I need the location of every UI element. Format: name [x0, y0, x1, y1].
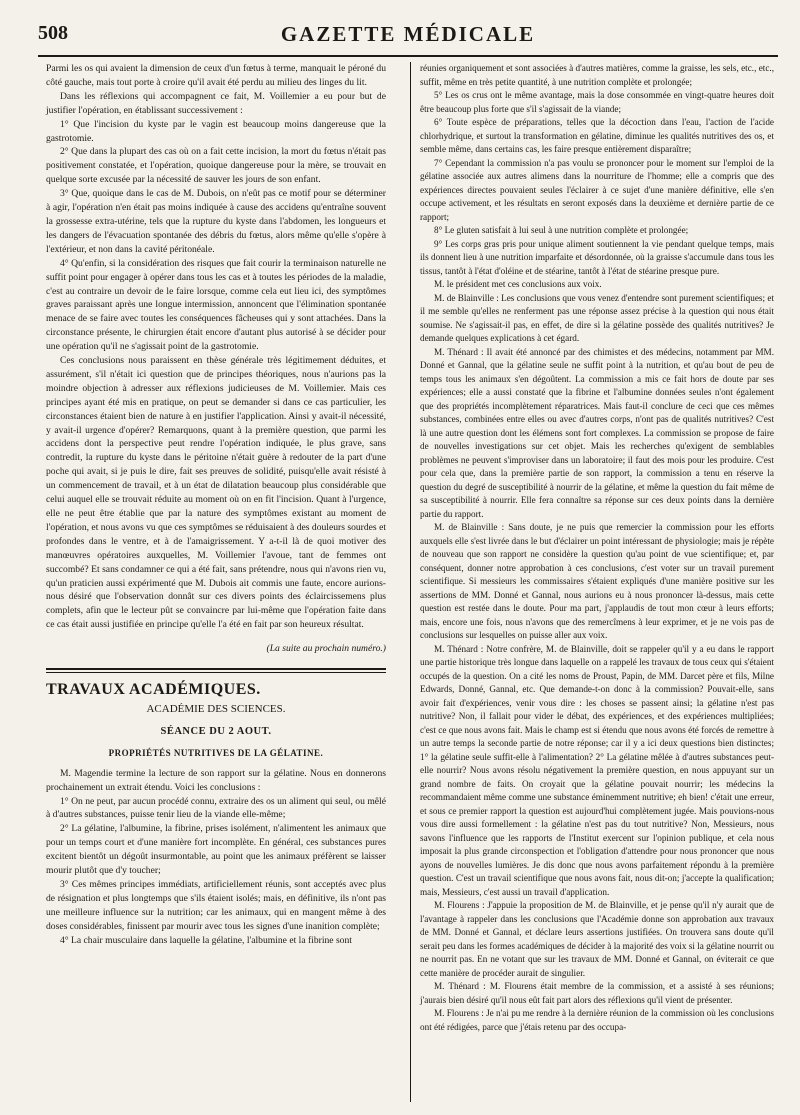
section-title: TRAVAUX ACADÉMIQUES.	[46, 681, 261, 699]
paragraph: 1° Que l'incision du kyste par le vagin est beaucoup moins dangereuse que la gastrotomie.	[46, 118, 386, 144]
journal-title: GAZETTE MÉDICALE	[280, 22, 536, 46]
paragraph: M. Thénard : M. Flourens était membre de la commission, et a assisté à ses réunions; j'aurais bien désiré qu'il nous eût fait part alors des réflexions qu'il vient de présenter.	[420, 981, 774, 1005]
paragraph: M. de Blainville : Les conclusions que vous venez d'entendre sont purement scientifiques; et il me semble qu'elles ne renferment pas une réponse assez précise à la question qui nous était soumise. Ne s'agissait-il pas, en effet, de dire si la gélatine possède des qualités nutritives? Je demande quelques explications à cet égard.	[420, 292, 774, 343]
paragraph: 4° La chair musculaire dans laquelle la gélatine, l'albumine et la fibrine sont	[60, 934, 352, 946]
paragraph: M. le président met ces conclusions aux voix.	[434, 279, 602, 289]
paragraph: réunies organiquement et sont associées à d'autres matières, comme la graisse, les sels, etc., etc., suffit, même en très petite quantité, à une nutrition complète et prolongée;	[420, 63, 774, 87]
paragraph: 5° Les os crus ont le même avantage, mais la dose consommée en vingt-quatre heures doit être beaucoup plus forte que s'il s'agissait de la viande;	[420, 90, 774, 114]
paragraph: Dans les réflexions qui accompagnent ce fait, M. Voillemier a eu pour but de justifier l'opération, en établissant successivement :	[46, 90, 386, 116]
paragraph: M. Thénard : Notre confrère, M. de Blainville, doit se rappeler qu'il y a eu dans le rapport une partie historique très longue dans laquelle on a rappelé les travaux de tous ceux qui s'étaient occupés de la question. On a cité les noms de Proust, Papin, de MM. Darcet père et fils, Milne Edwards, Donné, Gannal, etc. Que demande-t-on donc à la commission? Pouvait-elle, sans avoir fait d'expériences, venir vous dire : les choses se passent ainsi; la gélatine n'est pas nutritive? Non, il fallait pour vider le débat, des expériences, et des expériences multipliées; c'est ce que nous avons fait. Mais le champ est si étendu que nous avons été forcés de remettre à un autre temps la seconde partie de notre réponse; car il y a ici deux questions bien distinctes; 1° la gélatine seule suffit-elle à l'alimentation? 2° La gélatine mêlée à d'autres substances peut-elle nourrir? Nous avons résolu négativement la première question, en nous appuyant sur un grand nombre de faits. On croyait que la gélatine pouvait nourrir; les médecins la recommandaient même comme une substance éminemment nutritive; eh bien! c'était une erreur, et sous ce premier rapport la question est aujourd'hui complètement jugée. Mais pouvions-nous vous dire aussi formellement : la gélatine n'est pas du tout nutritive? Non, Messieurs, nous savons l'influence que les rapports de l'Institut exercent sur l'opinion publique, et cela nous imposait la plus grande circonspection et l'obligation d'attendre pour nous prononcer que nous ayons de nouvelles lumières. Je dis donc que nous avons parfaitement répondu à la première question. C'est un travail scientifique que nous avons fait, nous dit-on; j'accepte la qualification; mais, Messieurs, c'est aussi un travail d'application.	[420, 643, 774, 897]
paragraph: 2° La gélatine, l'albumine, la fibrine, prises isolément, n'alimentent les animaux que pour un temps court et d'une manière fort incomplète. En général, ces substances pures excitent bientôt un dégoût insurmontable, au point que les animaux préfèrent se laisser mourir plutôt que d'y toucher;	[46, 823, 386, 877]
subsection-heading: PROPRIÉTÉS NUTRITIVES DE LA GÉLATINE.	[108, 747, 324, 758]
header-rule	[38, 55, 778, 57]
paragraph: 4° Qu'enfin, si la considération des risques que fait courir la terminaison naturelle ne suffit point pour engager à opérer dans tous les cas et à toutes les périodes de la maladie, c'est au contraire un devoir de le faire lorsque, comme cela eut lieu ici, des symptômes graves paraissant après une longue intermission, annoncent que l'élimination spontanée menace de se faire avec toutes les conséquences fâcheuses qui y sont attachées. Dans la circonstance présente, le chirurgien était encore d'autant plus autorisé à se décider pour une opération qu'il ne s'agissait point de la gastrotomie.	[46, 257, 386, 353]
continued-note: (La suite au prochain numéro.)	[266, 643, 386, 655]
right-column	[420, 62, 774, 1034]
paragraph: Ces conclusions nous paraissent en thèse générale très légitimement déduites, et assurément, s'il n'était ici question que de principes théoriques, nous n'aurions pas la moindre objection à adresser aux réflexions judicieuses de M. Voillemier. Mais ces principes ayant été mis en pratique, on peut se demander si dans ce cas particulier, les circonstances étaient bien de nature à en justifier l'application. Ainsi y avait-il nécessité, y avait-il urgence d'opérer? Remarquons, quant à la première question, que parmi les accidens dont la perspective peut rendre l'opération indiquée, le plus grave, sans contredit, la rupture du kyste dans le péritoine n'était guère à redouter de la part d'une poche qui avait, si je puis le dire, fait ses preuves de solidité, puisqu'elle avait résisté à un commencement de travail, et à un état de dilatation beaucoup plus considérable que celui auquel elle se trouvait réduite au moment où on en fit l'incision. Quant à l'urgence, elle ne peut être établie que par la nature des symptômes existant au moment de l'opération, et nous avons vu que ces symptômes se réduisaient à des douleurs sourdes et profondes dans le ventre, et à de l'amaigrissement. Y a-t-il là de quoi motiver des manœuvres opératoires auxquelles, M. Voillemier l'avoue, tant de femmes ont succombé? Et sans condamner ce qui a été fait, sans prétendre, nous qui n'avons rien vu, qu'un praticien aussi expérimenté que M. Dubois ait commis une faute, encore aurions-nous désiré que l'observation donnât sur ces divers points des éclaircissemens plus complets, afin que le lecteur pût se convaincre par lui-même que l'opération faite dans ce cas était aussi justifiée en principe qu'elle l'a été en fait par son heureux résultat.	[46, 355, 386, 631]
paragraph: M. de Blainville : Sans doute, je ne puis que remercier la commission pour les efforts auxquels elle s'est livrée dans le but d'éclairer un point intéressant de physiologie; mais je répète de nouveau que son rapport ne considère la question qu'au point de vue scientifique; et, par conséquent, donner notre approbation à ces conclusions, c'est voter sur un travail purement scientifique. Si messieurs les commissaires s'étaient expliqués d'une manière positive sur les assertions de MM. Donné et Gannal, nous aurions eu à nous prononcer là-dessus, mais cette question est restée dans le doute. Pour ma part, j'applaudis de tout mon cœur à leurs efforts; mais, encore une fois, nous n'avons que des remercîmens à leur exprimer, et je ne vois pas de conclusions sur lesquelles on puisse aller aux voix.	[420, 522, 774, 640]
paragraph: 7° Cependant la commission n'a pas voulu se prononcer pour le moment sur l'emploi de la gélatine associée aux autres alimens dans la nourriture de l'homme; elle a compris que des expériences directes pouvaient seules l'éclairer à ce sujet d'une manière définitive, elle s'en occupe activement, et les résultats en seront exposés dans la deuxième et dernière partie de ce rapport;	[420, 157, 774, 222]
paragraph: 9° Les corps gras pris pour unique aliment soutiennent la vie pendant quelque temps, mais ils donnent lieu à une nutrition imparfaite et désordonnée, où la graisse s'accumule dans tous les tissus, tantôt à l'état d'oléine et de stéarine, tantôt à l'état de stéarine presque pure.	[420, 238, 774, 276]
paragraph: 6° Toute espèce de préparations, telles que la décoction dans l'eau, l'action de l'acide chlorhydrique, et surtout la transformation en gélatine, diminue les qualités nutritives des os, et semble même, dans certains cas, les faire presque entièrement disparaître;	[420, 117, 774, 154]
seance-heading: SÉANCE DU 2 AOUT.	[160, 725, 272, 737]
paragraph: 1° On ne peut, par aucun procédé connu, extraire des os un aliment qui seul, ou mêlé à d'autres substances, puisse tenir lieu de la viande elle-même;	[46, 795, 386, 821]
paragraph: M. Thénard : Il avait été annoncé par des chimistes et des médecins, notamment par MM. Donné et Gannal, que la gélatine seule ne suffit point à la nutrition, et qu'au bout de peu de temps tous les animaux s'en dégoûtent. La commission a mis ce fait hors de doute par ses expériences; elle a aussi constaté que la fibrine et l'albumine données seules n'ont également que des propriétés incomplètement réparatrices. Mais faut-il conclure de ceci que ces mêmes substances, combinées entre elles ou avec d'autres corps, n'ont pas de qualités nutritives? C'est là une autre question dont les élémens sont fort complexes. La commission se propose de faire de nouvelles investigations sur cet objet. Mais les recherches qu'exigent de semblables problèmes ne peuvent s'improviser dans un laboratoire; il faut des mois pour les produire. C'est pour cela que, dans la première partie de son rapport, la commission a tenu en réserve la question du degré de susceptibilité à nourrir de la gélatine, et même la question du fait même de sa susceptibilité à nourrir. Elle fera connaître sa réponse sur ces deux points dans la dernière partie du rapport.	[420, 346, 774, 519]
left-column	[46, 62, 386, 947]
column-separator	[410, 62, 411, 1102]
page-number: 508	[38, 22, 68, 44]
paragraph: Parmi les os qui avaient la dimension de ceux d'un fœtus à terme, manquait le péroné du côté gauche, mais tout porte à croire qu'il avait été perdu au milieu des linges du lit.	[46, 63, 386, 88]
section-divider	[46, 668, 386, 673]
paragraph: M. Magendie termine la lecture de son rapport sur la gélatine. Nous en donnerons prochainement un extrait étendu. Voici les conclusions :	[46, 767, 386, 793]
academy-heading: ACADÉMIE DES SCIENCES.	[146, 702, 286, 715]
paragraph: 3° Que, quoique dans le cas de M. Dubois, on n'eût pas ce motif pour se déterminer à agir, l'opération n'en était pas moins indiquée à cause des accidens qu'entraîne souvent la grossesse extra-utérine, tels que la rupture du kyste dans l'abdomen, les longueurs et les dangers de l'évacuation spontanée des débris du fœtus, alors même qu'elle s'opère à l'extérieur, et non dans la cavité péritonéale.	[46, 188, 386, 255]
paragraph: 2° Que dans la plupart des cas où on a fait cette incision, la mort du fœtus n'était pas positivement constatée, et l'opération, quoique dangereuse pour la mère, se trouvait en quelque sorte excusée par la nécessité de sauver les jours de son enfant.	[46, 146, 386, 186]
page-header	[38, 22, 778, 50]
paragraph: M. Flourens : J'appuie la proposition de M. de Blainville, et je pense qu'il n'y aurait que de l'avantage à rappeler dans les conclusions que l'Académie donne son approbation aux travaux de MM. Donné et Gannal, et déclare leurs assertions justifiées. On trouvera sans doute qu'il serait peu dans les formes académiques de décider à la majorité des voix si la gélatine nourrit ou ne nourrit pas. En ne votant que sur les travaux de MM. Donné et Gannal, on éviterait ce que cette manière de procéder aurait de singulier.	[420, 900, 774, 978]
paragraph: 8° Le gluten satisfait à lui seul à une nutrition complète et prolongée;	[434, 225, 689, 235]
paragraph: M. Flourens : Je n'ai pu me rendre à la dernière réunion de la commission où les conclusions ont été rédigées, parce que j'étais retenu par des occupa-	[420, 1008, 774, 1032]
paragraph: 3° Ces mêmes principes immédiats, artificiellement réunis, sont acceptés avec plus de résignation et plus longtemps que s'ils étaient isolés; mais, en définitive, ils n'ont pas une meilleure influence sur la nutrition; car les animaux, qui en mangent même à des doses considérables, finissent par mourir avec tous les signes d'une inanition complète;	[46, 878, 386, 932]
